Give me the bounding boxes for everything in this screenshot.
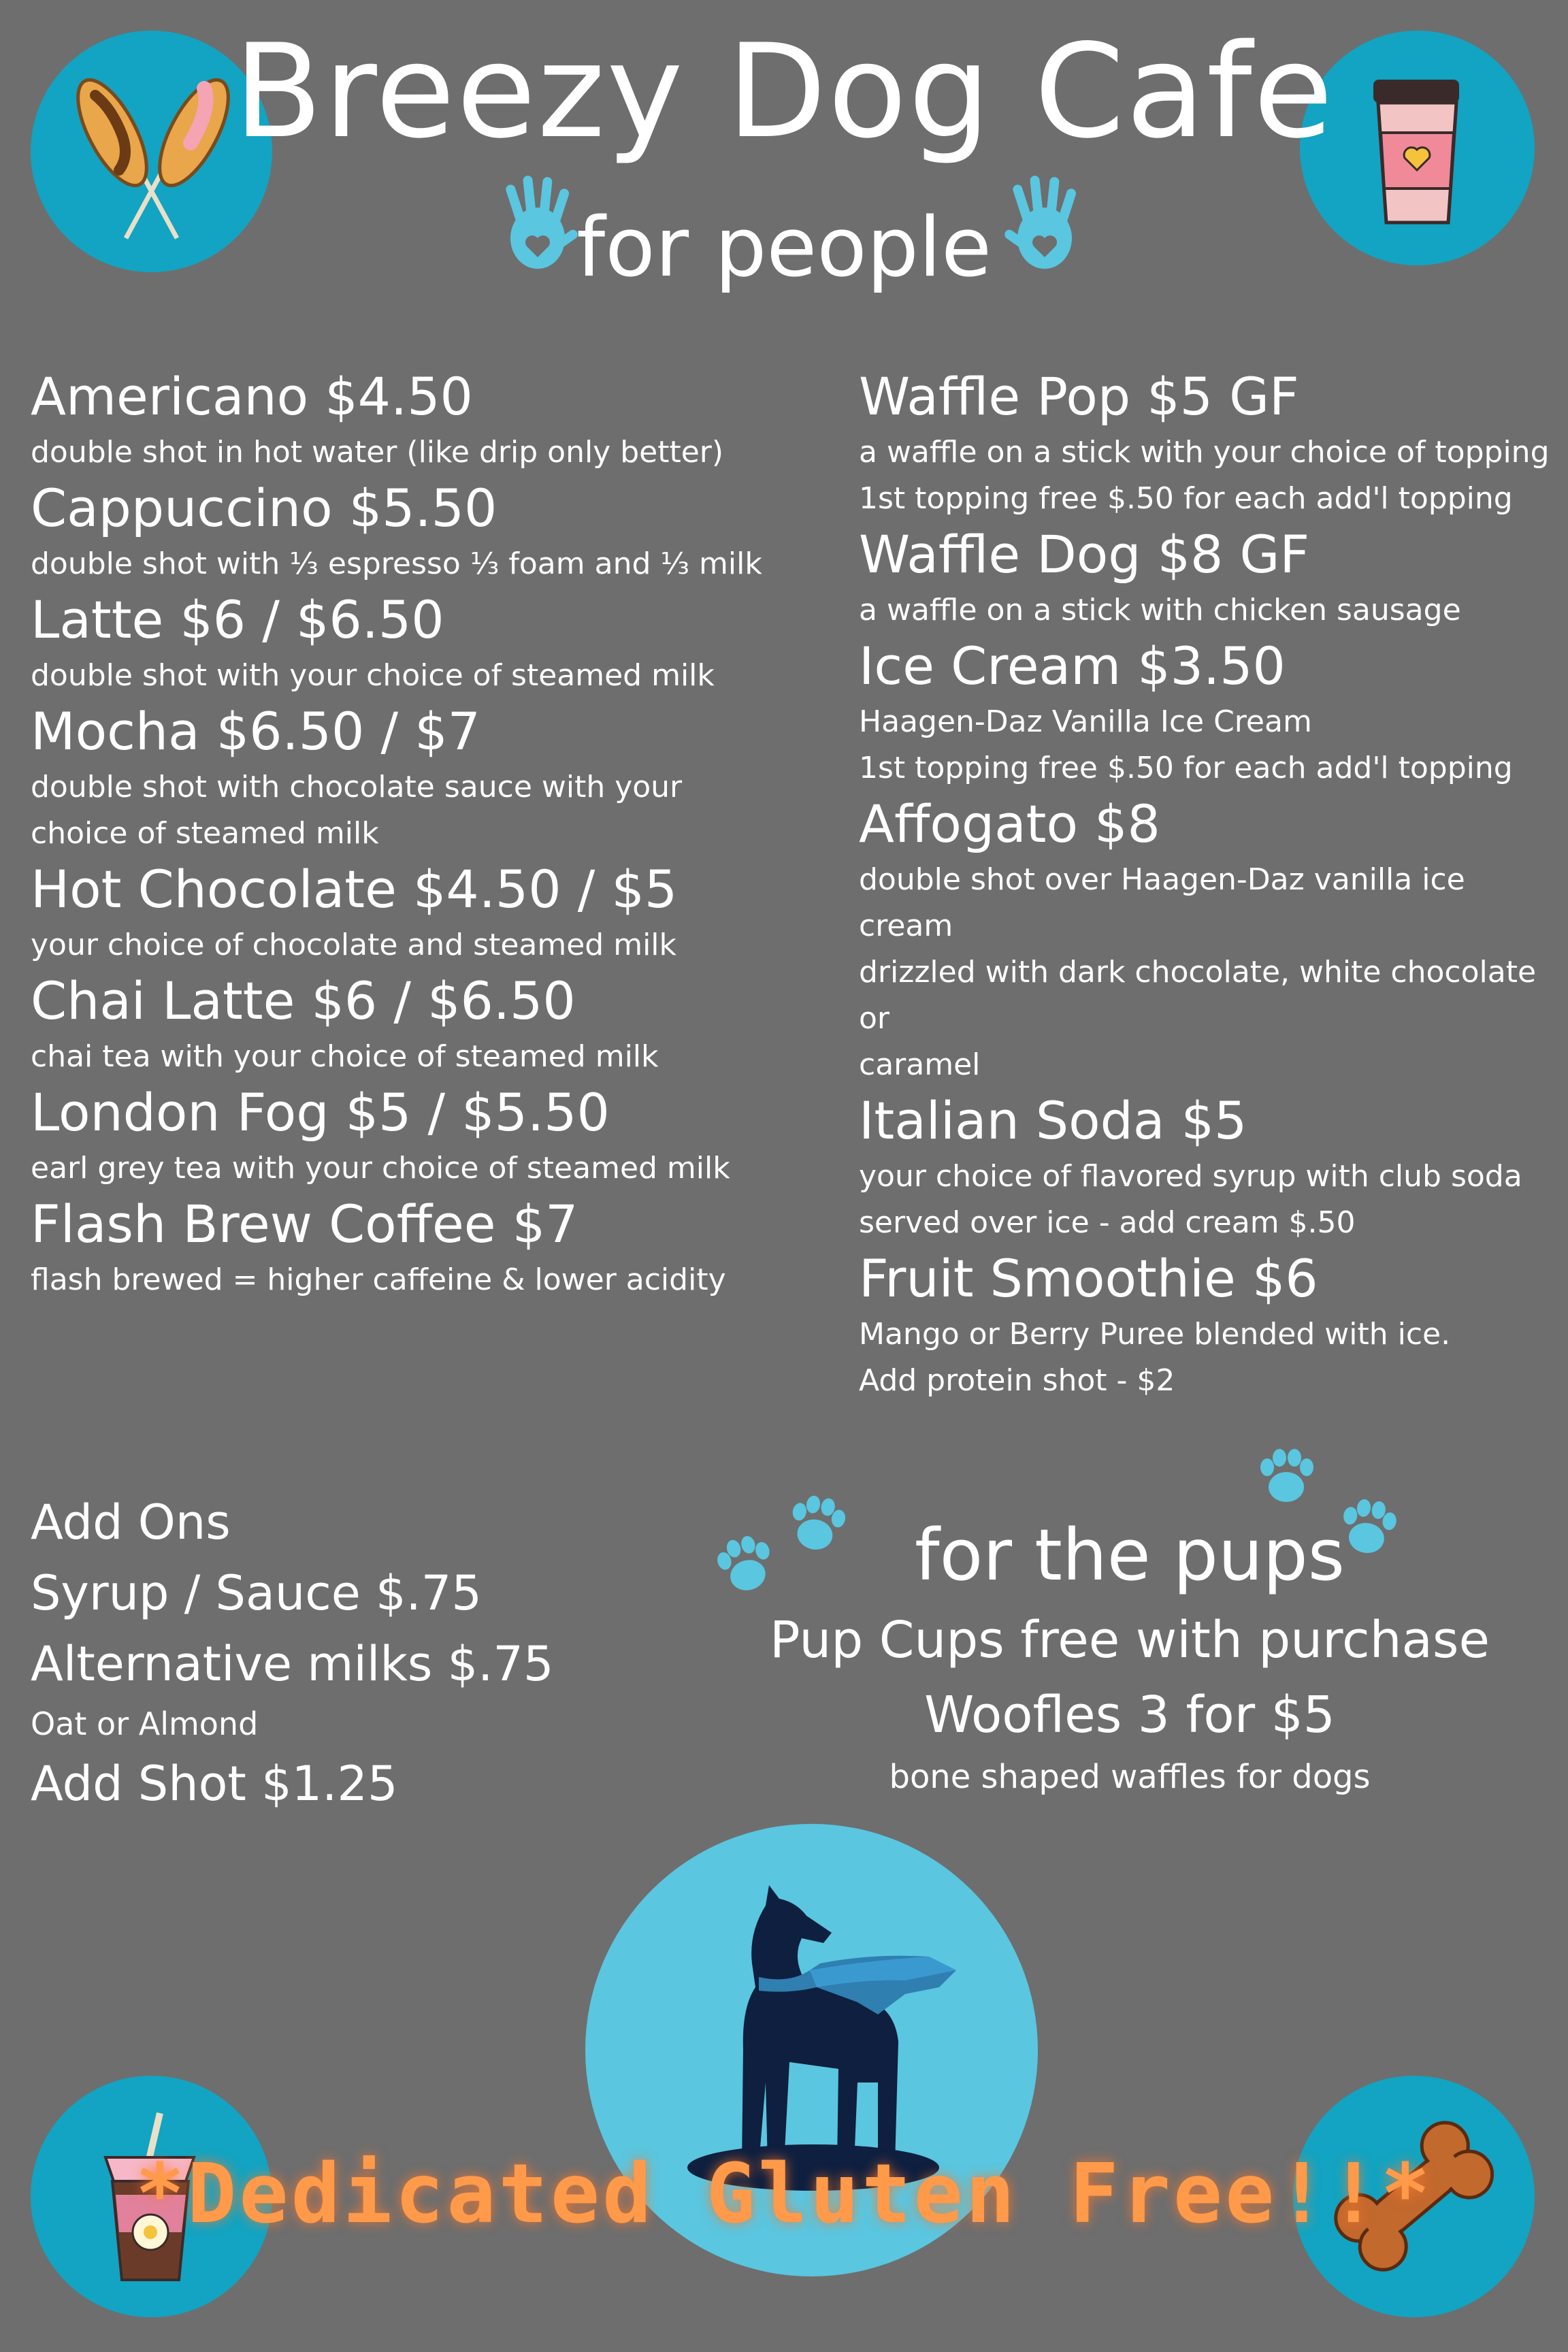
menu-item-desc: Mango or Berry Puree blended with ice. (859, 1317, 1451, 1352)
menu-item (31, 857, 820, 968)
menu-item-desc: 1st topping free $.50 for each add'l topping (859, 751, 1513, 785)
menu-item-name: Italian Soda $5 (859, 1090, 1247, 1151)
menu-item-name: Waffle Pop $5 GF (859, 366, 1299, 427)
menu-item-name: Fruit Smoothie $6 (859, 1248, 1318, 1309)
pups-section (742, 1507, 1518, 1801)
menu-item-name: Hot Chocolate $4.50 / $5 (31, 859, 678, 919)
pup-cups: Pup Cups free with purchase (770, 1611, 1490, 1669)
menu-item-desc: 1st topping free $.50 for each add'l topping (859, 481, 1513, 516)
menu-item-name: Latte $6 / $6.50 (31, 589, 444, 650)
add-on-milks-note: Oat or Almond (31, 1705, 259, 1742)
add-on-milks: Alternative milks $.75 (31, 1636, 554, 1692)
page-title: Breezy Dog Cafe (233, 16, 1335, 167)
menu-item-desc: served over ice - add cream $.50 (859, 1205, 1356, 1240)
menu-item-desc: double shot with chocolate sauce with your (31, 770, 683, 804)
gluten-free-banner: *Dedicated Gluten Free!!* (135, 2147, 1433, 2242)
menu-item-name: Flash Brew Coffee $7 (31, 1194, 578, 1254)
menu-item-desc: your choice of flavored syrup with club soda (859, 1159, 1522, 1194)
menu-item-desc: a waffle on a stick with your choice of topping (859, 435, 1550, 470)
menu-item-desc: earl grey tea with your choice of steamed milk (31, 1151, 730, 1186)
menu-item-desc: double shot over Haagen-Daz vanilla ice cream (859, 862, 1465, 943)
menu-item-desc: a waffle on a stick with chicken sausage (859, 593, 1461, 627)
menu-item (859, 634, 1553, 791)
menu-item-name: London Fog $5 / $5.50 (31, 1082, 610, 1143)
menu-item-desc: your choice of chocolate and steamed milk (31, 928, 677, 962)
menu-item-desc: drizzled with dark chocolate, white chocolate or (859, 955, 1537, 1036)
menu-item-name: Americano $4.50 (31, 366, 473, 427)
menu-item-name: Cappuccino $5.50 (31, 478, 497, 538)
menu-item-desc: double shot with your choice of steamed milk (31, 658, 715, 693)
menu-item-desc: double shot in hot water (like drip only better) (31, 435, 724, 470)
page-subtitle: for people (576, 201, 992, 295)
woofles: Woofles 3 for $5 (924, 1686, 1335, 1744)
menu-item-desc: Add protein shot - $2 (859, 1363, 1175, 1398)
menu-item (859, 364, 1553, 522)
add-on-syrup: Syrup / Sauce $.75 (31, 1565, 482, 1621)
menu-item (31, 1192, 820, 1303)
pups-heading: for the pups (915, 1514, 1345, 1597)
add-ons-section (31, 1487, 554, 1819)
menu-item-name: Affogato $8 (859, 794, 1160, 854)
menu-item-name: Mocha $6.50 / $7 (31, 701, 480, 762)
menu-item (31, 587, 820, 699)
menu-item-desc: choice of steamed milk (31, 816, 379, 851)
menu-item (859, 1088, 1553, 1246)
food-menu (859, 364, 1553, 1404)
menu-item-desc: flash brewed = higher caffeine & lower acidity (31, 1262, 726, 1297)
menu-item-name: Ice Cream $3.50 (859, 636, 1286, 696)
menu-item (31, 364, 820, 476)
menu-item (31, 1080, 820, 1192)
add-ons-heading: Add Ons (31, 1494, 231, 1550)
menu-item (859, 1246, 1553, 1404)
woofles-note: bone shaped waffles for dogs (889, 1758, 1371, 1796)
menu-item (859, 522, 1553, 634)
menu-item-name: Chai Latte $6 / $6.50 (31, 970, 576, 1031)
menu-item-desc: Haagen-Daz Vanilla Ice Cream (859, 704, 1312, 739)
menu-item-desc: double shot with ⅓ espresso ⅓ foam and ⅓ milk (31, 546, 762, 581)
add-on-shot: Add Shot $1.25 (31, 1756, 398, 1812)
menu-item (859, 791, 1553, 1088)
menu-item (31, 476, 820, 587)
menu-item-desc: caramel (859, 1047, 981, 1082)
menu-item (31, 968, 820, 1080)
menu-item-name: Waffle Dog $8 GF (859, 524, 1310, 585)
menu-item (31, 699, 820, 857)
menu-item-desc: chai tea with your choice of steamed milk (31, 1039, 659, 1074)
drinks-menu (31, 364, 820, 1303)
